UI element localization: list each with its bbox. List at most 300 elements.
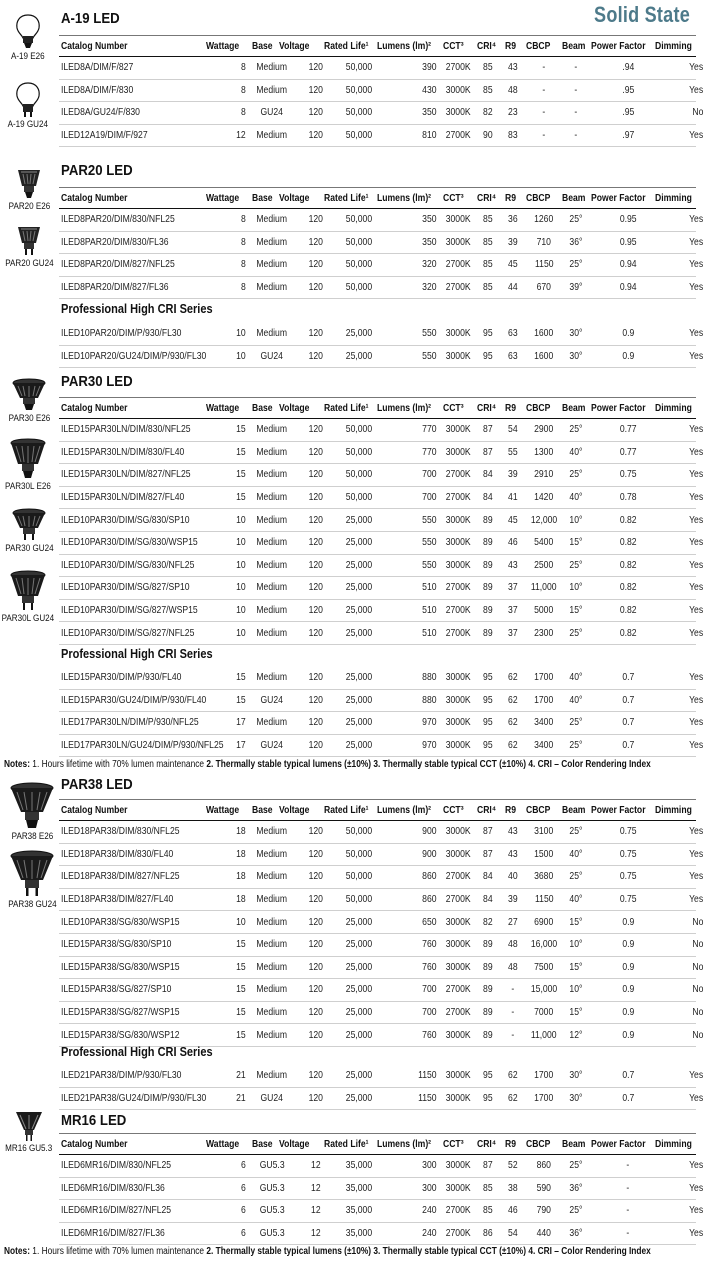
table-cell: 87	[483, 825, 493, 838]
table-cell: 48	[508, 83, 518, 96]
column-header: CBCP	[526, 40, 551, 52]
table-row	[59, 888, 703, 912]
table-row	[59, 554, 703, 578]
table-cell: Yes	[688, 581, 703, 594]
table-cell: 89	[483, 960, 493, 973]
table-cell: 8	[241, 61, 246, 74]
table-cell: 0.75	[619, 468, 637, 481]
table-cell: 2700K	[445, 1204, 471, 1217]
column-header: Beam	[562, 192, 586, 204]
table-cell: 3000K	[445, 1159, 471, 1172]
table-cell: 17	[236, 716, 246, 729]
table-cell: Yes	[688, 536, 703, 549]
table-cell: 44	[508, 280, 518, 293]
table-cell: 120	[308, 870, 324, 883]
table-cell: Medium	[256, 1028, 288, 1041]
table-cell: 10	[236, 581, 246, 594]
table-cell: Medium	[256, 491, 288, 504]
column-header: Voltage	[279, 804, 310, 816]
catalog-number: ILED15PAR38/SG/827/WSP15	[61, 1006, 180, 1019]
table-cell: 10	[236, 349, 246, 362]
table-cell: 1300	[534, 445, 554, 458]
table-cell: 5000	[534, 604, 554, 617]
table-cell: 3000K	[445, 83, 471, 96]
table-cell: 760	[422, 938, 437, 951]
table-cell: 17	[236, 739, 246, 752]
table-cell: 50,000	[345, 491, 372, 504]
table-cell: 50,000	[345, 825, 372, 838]
table-cell: Yes	[688, 445, 703, 458]
column-header: Wattage	[206, 192, 240, 204]
table-cell: 95	[483, 327, 493, 340]
table-cell: Medium	[256, 213, 288, 226]
table-row	[59, 621, 703, 645]
column-header: Power Factor	[591, 1138, 646, 1150]
table-cell: 8	[241, 83, 246, 96]
table-cell: 790	[536, 1204, 552, 1217]
table-cell: 120	[308, 1006, 324, 1019]
catalog-number: ILED8A/GU24/F/830	[61, 106, 140, 119]
table-cell: 25,000	[345, 581, 372, 594]
table-cell: 2700K	[445, 128, 471, 141]
table-cell: 10	[236, 626, 246, 639]
table-cell: 120	[308, 349, 324, 362]
table-cell: 2700K	[445, 468, 471, 481]
table-cell: 2700K	[445, 870, 471, 883]
column-header: CRI⁴	[477, 40, 497, 52]
table-cell: 25,000	[345, 536, 372, 549]
table-cell: GU24	[260, 1091, 284, 1104]
table-cell: 12	[311, 1181, 321, 1194]
table-cell: 0.94	[619, 280, 637, 293]
table-cell: 37	[508, 581, 518, 594]
table-row	[59, 843, 703, 867]
table-cell: 50,000	[345, 213, 372, 226]
table-cell: 54	[508, 423, 518, 436]
catalog-number: ILED15PAR38/SG/830/SP10	[61, 938, 172, 951]
catalog-number: ILED18PAR38/DIM/827/NFL25	[61, 870, 180, 883]
table-cell: -	[511, 1006, 515, 1019]
table-cell: 40°	[569, 491, 583, 504]
table-cell: 320	[422, 258, 437, 271]
table-cell: 25°	[569, 825, 583, 838]
table-cell: Yes	[688, 423, 703, 436]
table-cell: 3000K	[445, 671, 471, 684]
table-cell: 120	[308, 893, 324, 906]
lamp-par38-icon	[4, 782, 60, 842]
lamp-label: PAR30 GU24	[4, 543, 54, 554]
table-header-row	[59, 397, 696, 419]
table-cell: 1150	[418, 1091, 437, 1104]
table-cell: 120	[308, 1028, 324, 1041]
table-cell: 15	[236, 468, 246, 481]
table-cell: 7000	[534, 1006, 554, 1019]
table-cell: 15	[236, 960, 246, 973]
table-cell: 0.75	[619, 825, 637, 838]
table-cell: 43	[508, 61, 518, 74]
table-cell: 3000K	[445, 739, 471, 752]
table-cell: 25°	[569, 213, 583, 226]
table-cell: 1600	[534, 349, 554, 362]
table-cell: 350	[422, 106, 437, 119]
table-cell: 120	[308, 1069, 324, 1082]
footnotes: Notes: 1. Hours lifetime with 70% lumen maintenance 2. Thermally stable typical lumens (±10%) 3. Thermally stable typical CCT (±10%) 4. CRI – Color Rendering Index	[4, 759, 651, 770]
table-row	[59, 1199, 703, 1223]
table-cell: 0.77	[619, 445, 637, 458]
table-cell: 120	[308, 825, 324, 838]
table-cell: 1420	[534, 491, 554, 504]
column-header: CCT³	[443, 402, 464, 414]
table-cell: 10°	[569, 581, 583, 594]
column-header: Voltage	[279, 40, 310, 52]
table-cell: 50,000	[345, 106, 372, 119]
table-cell: 120	[308, 604, 324, 617]
table-cell: 120	[308, 491, 324, 504]
table-cell: GU5.3	[259, 1181, 285, 1194]
table-cell: 2700K	[445, 280, 471, 293]
table-cell: 21	[236, 1069, 246, 1082]
table-cell: 0.9	[622, 938, 634, 951]
table-row	[59, 933, 703, 957]
catalog-number: ILED18PAR38/DIM/830/NFL25	[61, 825, 180, 838]
table-cell: GU5.3	[259, 1204, 285, 1217]
table-cell: 8	[241, 213, 246, 226]
lamp-label: PAR30L GU24	[1, 613, 55, 624]
catalog-number: ILED10PAR20/DIM/P/930/FL30	[61, 327, 182, 340]
table-cell: 82	[483, 915, 493, 928]
table-cell: 15	[236, 693, 246, 706]
catalog-number: ILED8PAR20/DIM/827/FL36	[61, 280, 169, 293]
table-cell: 700	[422, 468, 437, 481]
table-cell: 8	[241, 258, 246, 271]
column-header: Dimming	[655, 804, 692, 816]
table-cell: 2700K	[445, 258, 471, 271]
catalog-number: ILED15PAR30LN/DIM/827/FL40	[61, 491, 185, 504]
table-cell: Yes	[688, 893, 703, 906]
table-cell: 48	[508, 938, 518, 951]
table-cell: 50,000	[345, 83, 372, 96]
table-cell: 84	[483, 491, 493, 504]
column-header: R9	[505, 40, 517, 52]
table-cell: 12,000	[530, 513, 558, 526]
table-cell: 25,000	[345, 1006, 372, 1019]
table-cell: 50,000	[345, 423, 372, 436]
table-cell: Medium	[256, 1069, 288, 1082]
section-title-par30: PAR30 LED	[61, 373, 133, 390]
table-cell: 50,000	[345, 235, 372, 248]
column-header: Wattage	[206, 1138, 240, 1150]
table-cell: 1500	[534, 847, 554, 860]
table-cell: 95	[483, 716, 493, 729]
table-cell: Yes	[688, 739, 703, 752]
table-cell: 0.9	[622, 960, 634, 973]
catalog-number: ILED17PAR30LN/DIM/P/930/NFL25	[61, 716, 199, 729]
table-cell: 120	[308, 106, 324, 119]
table-cell: 3000K	[445, 825, 471, 838]
table-cell: Medium	[256, 513, 288, 526]
table-cell: 25,000	[345, 983, 372, 996]
table-cell: 8	[241, 106, 246, 119]
table-cell: -	[542, 83, 546, 96]
table-cell: 120	[308, 960, 324, 973]
table-cell: 700	[422, 983, 437, 996]
table-row	[59, 599, 703, 623]
table-cell: 3000K	[445, 716, 471, 729]
table-cell: 10°	[569, 513, 583, 526]
column-header: Wattage	[206, 40, 240, 52]
table-cell: 54	[508, 1227, 518, 1240]
table-row	[59, 734, 703, 758]
column-header: Dimming	[655, 40, 692, 52]
catalog-number: ILED6MR16/DIM/827/NFL25	[61, 1204, 172, 1217]
table-cell: Yes	[688, 1227, 703, 1240]
catalog-number: ILED10PAR30/DIM/SG/827/WSP15	[61, 604, 198, 617]
column-header: Voltage	[279, 402, 310, 414]
table-cell: 18	[236, 870, 246, 883]
table-cell: 8	[241, 235, 246, 248]
table-cell: 85	[483, 83, 493, 96]
table-cell: 25,000	[345, 1069, 372, 1082]
table-cell: Yes	[688, 671, 703, 684]
table-cell: 1700	[534, 693, 554, 706]
catalog-number: ILED15PAR30LN/DIM/830/FL40	[61, 445, 185, 458]
column-header: Lumens (lm)²	[377, 804, 432, 816]
table-row	[59, 231, 703, 255]
table-cell: Medium	[256, 716, 288, 729]
table-cell: 2700K	[445, 491, 471, 504]
table-cell: Yes	[688, 513, 703, 526]
table-cell: 760	[422, 960, 437, 973]
table-cell: Medium	[256, 581, 288, 594]
table-cell: 87	[483, 423, 493, 436]
table-cell: 40	[508, 870, 518, 883]
table-cell: 15°	[569, 536, 583, 549]
table-cell: 21	[236, 1091, 246, 1104]
table-cell: Medium	[256, 558, 288, 571]
table-cell: 89	[483, 1006, 493, 1019]
table-cell: 84	[483, 870, 493, 883]
column-header: Beam	[562, 402, 586, 414]
catalog-number: ILED10PAR30/DIM/SG/827/NFL25	[61, 626, 195, 639]
table-cell: 25,000	[345, 739, 372, 752]
table-cell: 85	[483, 280, 493, 293]
table-cell: 240	[422, 1227, 437, 1240]
table-cell: 40°	[569, 693, 583, 706]
table-cell: Yes	[688, 258, 703, 271]
lamp-label: PAR38 GU24	[7, 899, 57, 910]
table-row	[59, 1177, 703, 1201]
table-cell: 50,000	[345, 468, 372, 481]
table-cell: 55	[508, 445, 518, 458]
table-cell: 25°	[569, 258, 583, 271]
table-cell: 83	[508, 128, 518, 141]
table-cell: 2700K	[445, 61, 471, 74]
table-cell: 85	[483, 1181, 493, 1194]
table-cell: Medium	[256, 915, 288, 928]
table-cell: 39°	[569, 280, 583, 293]
table-cell: 25°	[569, 1204, 583, 1217]
catalog-number: ILED17PAR30LN/GU24/DIM/P/930/NFL25	[61, 739, 224, 752]
catalog-number: ILED8PAR20/DIM/830/NFL25	[61, 213, 175, 226]
table-row	[59, 56, 703, 80]
section-title-a19: A-19 LED	[61, 10, 120, 27]
catalog-number: ILED15PAR30/DIM/P/930/FL40	[61, 671, 182, 684]
column-header: CRI⁴	[477, 402, 497, 414]
table-cell: 120	[308, 938, 324, 951]
table-row	[59, 101, 703, 125]
catalog-number: ILED8PAR20/DIM/830/FL36	[61, 235, 169, 248]
table-row	[59, 208, 703, 232]
table-cell: 3000K	[445, 1069, 471, 1082]
table-cell: 120	[308, 128, 324, 141]
table-cell: Yes	[688, 825, 703, 838]
table-cell: 120	[308, 258, 324, 271]
catalog-number: ILED8A/DIM/F/827	[61, 61, 134, 74]
table-cell: Medium	[256, 938, 288, 951]
table-cell: 550	[422, 513, 437, 526]
table-cell: 3000K	[445, 960, 471, 973]
table-cell: 46	[508, 1204, 518, 1217]
table-cell: 390	[422, 61, 437, 74]
table-cell: 95	[483, 671, 493, 684]
table-cell: 880	[422, 693, 437, 706]
table-cell: 45	[508, 513, 518, 526]
table-cell: 25°	[569, 870, 583, 883]
lamp-par30l-icon	[0, 438, 56, 492]
table-cell: 63	[508, 349, 518, 362]
subsection-title-par30-pro: Professional High CRI Series	[61, 647, 213, 661]
table-cell: -	[511, 1028, 515, 1041]
column-header: CCT³	[443, 40, 464, 52]
table-cell: Medium	[256, 445, 288, 458]
table-cell: 3000K	[445, 915, 471, 928]
table-cell: 15	[236, 938, 246, 951]
table-cell: 6	[241, 1204, 246, 1217]
table-cell: 25°	[569, 468, 583, 481]
table-cell: 1150	[534, 258, 554, 271]
section-title-par20: PAR20 LED	[61, 162, 133, 179]
table-cell: 15	[236, 445, 246, 458]
table-cell: 510	[422, 626, 437, 639]
lamp-label: A-19 GU24	[7, 119, 49, 130]
table-cell: No	[691, 960, 703, 973]
table-cell: 45	[508, 258, 518, 271]
table-cell: -	[574, 83, 578, 96]
table-cell: .94	[622, 61, 634, 74]
table-cell: -	[626, 1181, 630, 1194]
table-cell: 120	[308, 445, 324, 458]
section-title-mr16: MR16 LED	[61, 1112, 127, 1129]
table-cell: 85	[483, 61, 493, 74]
column-header: Catalog Number	[61, 192, 128, 204]
table-cell: 50,000	[345, 280, 372, 293]
table-cell: 440	[536, 1227, 552, 1240]
catalog-number: ILED15PAR38/SG/827/SP10	[61, 983, 172, 996]
table-cell: 15	[236, 491, 246, 504]
table-cell: 3000K	[445, 693, 471, 706]
table-cell: 120	[308, 558, 324, 571]
table-cell: 43	[508, 847, 518, 860]
table-cell: Medium	[256, 536, 288, 549]
table-cell: 39	[508, 235, 518, 248]
table-cell: 43	[508, 558, 518, 571]
table-row	[59, 345, 703, 369]
column-header: Base	[252, 804, 273, 816]
lamp-label: PAR30 E26	[8, 413, 50, 424]
table-cell: 0.7	[622, 739, 634, 752]
lamp-label: MR16 GU5.3	[5, 1143, 53, 1154]
table-cell: 0.82	[619, 513, 637, 526]
table-cell: 37	[508, 604, 518, 617]
table-cell: Yes	[688, 847, 703, 860]
column-header: Wattage	[206, 804, 240, 816]
column-header: Base	[252, 402, 273, 414]
catalog-number: ILED18PAR38/DIM/830/FL40	[61, 847, 174, 860]
table-cell: -	[542, 128, 546, 141]
catalog-number: ILED6MR16/DIM/830/NFL25	[61, 1159, 172, 1172]
table-cell: 25,000	[345, 513, 372, 526]
table-row	[59, 322, 703, 346]
table-cell: 2700K	[445, 626, 471, 639]
table-cell: 3000K	[445, 1181, 471, 1194]
table-cell: -	[542, 106, 546, 119]
table-cell: 52	[508, 1159, 518, 1172]
column-header: Power Factor	[591, 40, 646, 52]
table-cell: Yes	[688, 83, 703, 96]
catalog-number: ILED10PAR30/DIM/SG/830/SP10	[61, 513, 190, 526]
table-row	[59, 253, 703, 277]
lamp-par38gu-icon	[4, 850, 60, 910]
table-cell: 25,000	[345, 915, 372, 928]
table-cell: 85	[483, 1204, 493, 1217]
table-cell: 85	[483, 258, 493, 271]
table-cell: Medium	[256, 258, 288, 271]
table-cell: 50,000	[345, 893, 372, 906]
table-cell: 3000K	[445, 847, 471, 860]
table-cell: 0.82	[619, 581, 637, 594]
table-cell: -	[574, 128, 578, 141]
table-cell: 0.75	[619, 870, 637, 883]
table-cell: Medium	[256, 327, 288, 340]
table-cell: 62	[508, 1091, 518, 1104]
table-cell: 3400	[534, 716, 554, 729]
table-cell: 40°	[569, 671, 583, 684]
table-cell: 50,000	[345, 128, 372, 141]
table-cell: 25,000	[345, 716, 372, 729]
table-cell: Medium	[256, 1006, 288, 1019]
table-cell: 84	[483, 893, 493, 906]
table-cell: 860	[422, 870, 437, 883]
table-cell: 550	[422, 349, 437, 362]
table-cell: 25,000	[345, 327, 372, 340]
table-cell: 15	[236, 671, 246, 684]
table-cell: Medium	[256, 847, 288, 860]
table-cell: 120	[308, 693, 324, 706]
catalog-number: ILED12A19/DIM/F/927	[61, 128, 148, 141]
table-cell: 62	[508, 671, 518, 684]
column-header: R9	[505, 192, 517, 204]
table-cell: Yes	[688, 213, 703, 226]
table-cell: 85	[483, 213, 493, 226]
table-cell: 25°	[569, 716, 583, 729]
table-cell: 25,000	[345, 349, 372, 362]
table-cell: 2700K	[445, 1227, 471, 1240]
table-row	[59, 418, 703, 442]
table-cell: 120	[308, 739, 324, 752]
column-header: R9	[505, 402, 517, 414]
catalog-number: ILED6MR16/DIM/830/FL36	[61, 1181, 165, 1194]
table-cell: 25,000	[345, 960, 372, 973]
